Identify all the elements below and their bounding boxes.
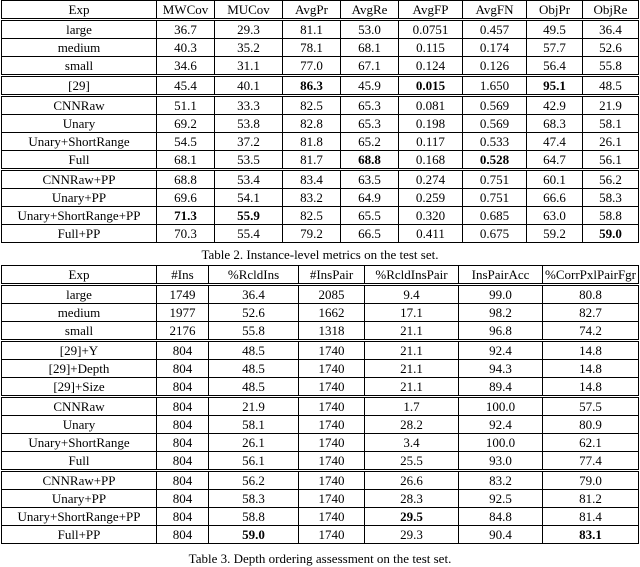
table-cell: 28.2 [365, 416, 459, 434]
table-cell: 82.5 [283, 96, 341, 115]
best-value: 55.9 [237, 208, 260, 223]
table-cell: 48.5 [583, 76, 639, 96]
table-cell: 92.4 [459, 416, 543, 434]
table-cell: 31.1 [215, 57, 283, 76]
table-cell: 40.3 [157, 39, 215, 57]
table-cell: 77.4 [543, 452, 639, 471]
table-cell: 1740 [299, 434, 365, 452]
table-cell: 21.1 [365, 322, 459, 341]
table-cell: 58.8 [583, 207, 639, 225]
table-cell: 66.5 [341, 225, 399, 243]
table-cell: 14.8 [543, 341, 639, 360]
best-value: 86.3 [300, 78, 323, 93]
table-row [2, 96, 639, 115]
table-row [2, 526, 639, 544]
table-cell: 58.1 [583, 115, 639, 133]
table-cell: 74.2 [543, 322, 639, 341]
table-cell: 68.1 [157, 151, 215, 170]
table-cell: 34.6 [157, 57, 215, 76]
table-cell: 0.0751 [399, 20, 463, 39]
table-cell: 58.3 [583, 189, 639, 207]
table-cell: 26.6 [365, 471, 459, 490]
table-cell: 0.274 [399, 170, 463, 189]
table-cell: 1977 [157, 304, 209, 322]
row-label: [29]+Size [2, 378, 157, 397]
row-label: Full [2, 452, 157, 471]
table-cell: 1740 [299, 397, 365, 416]
row-label: [29]+Depth [2, 360, 157, 378]
table-cell: 59.2 [527, 225, 583, 243]
table-cell: 82.8 [283, 115, 341, 133]
table-cell: 49.5 [527, 20, 583, 39]
table-cell: 42.9 [527, 96, 583, 115]
table-cell: 58.8 [209, 508, 299, 526]
table-cell: 21.1 [365, 341, 459, 360]
row-label: Unary+ShortRange [2, 434, 157, 452]
table-cell: 89.4 [459, 378, 543, 397]
row-label: Unary+PP [2, 490, 157, 508]
table-cell: 45.4 [157, 76, 215, 96]
table-row [2, 508, 639, 526]
table-cell: 63.5 [341, 170, 399, 189]
table-cell: 33.3 [215, 96, 283, 115]
table-cell: 0.675 [463, 225, 527, 243]
table-cell: 65.2 [341, 133, 399, 151]
table-cell: 1740 [299, 416, 365, 434]
table3-caption: Table 3. Depth ordering assessment on the test set. [188, 551, 452, 566]
table-cell: 79.2 [283, 225, 341, 243]
row-label: CNNRaw [2, 96, 157, 115]
table-cell: 67.1 [341, 57, 399, 76]
table-cell: 83.2 [459, 471, 543, 490]
row-label: CNNRaw [2, 397, 157, 416]
table-cell: 78.1 [283, 39, 341, 57]
row-label: medium [2, 304, 157, 322]
table-cell: 1749 [157, 285, 209, 304]
column-header: MUCov [215, 1, 283, 20]
column-header: %RcldIns [209, 266, 299, 285]
table-cell: 2085 [299, 285, 365, 304]
table-cell: 1662 [299, 304, 365, 322]
table-cell: 58.3 [209, 490, 299, 508]
table-cell: 52.6 [583, 39, 639, 57]
table-cell: 83.4 [283, 170, 341, 189]
table-cell: 26.1 [209, 434, 299, 452]
table-cell: 0.124 [399, 57, 463, 76]
table-cell: 0.320 [399, 207, 463, 225]
row-label: [29]+Y [2, 341, 157, 360]
table-row [2, 285, 639, 304]
best-value: 71.3 [174, 208, 197, 223]
table-cell [365, 508, 459, 526]
table-cell: 36.7 [157, 20, 215, 39]
best-value: 83.1 [579, 527, 602, 542]
table-cell: 1740 [299, 471, 365, 490]
table-cell: 63.0 [527, 207, 583, 225]
row-label: Full [2, 151, 157, 170]
table-cell [543, 526, 639, 544]
column-header: AvgPr [283, 1, 341, 20]
table-cell: 1740 [299, 341, 365, 360]
table-cell: 0.174 [463, 39, 527, 57]
column-header: InsPairAcc [459, 266, 543, 285]
table-cell: 54.5 [157, 133, 215, 151]
table-cell [157, 207, 215, 225]
table-cell [209, 526, 299, 544]
table-row [2, 20, 639, 39]
table-cell: 94.3 [459, 360, 543, 378]
table-cell: 0.198 [399, 115, 463, 133]
row-label: CNNRaw+PP [2, 471, 157, 490]
table-cell: 0.117 [399, 133, 463, 151]
row-label: Unary [2, 416, 157, 434]
table-cell: 804 [157, 452, 209, 471]
table-row [2, 378, 639, 397]
column-header: %CorrPxlPairFgr [543, 266, 639, 285]
table-cell: 1740 [299, 452, 365, 471]
row-label: Unary [2, 115, 157, 133]
column-header: ObjPr [527, 1, 583, 20]
table-cell: 804 [157, 416, 209, 434]
table-cell: 36.4 [583, 20, 639, 39]
instance-metrics-table [1, 0, 639, 243]
table-cell: 0.751 [463, 189, 527, 207]
table-cell: 100.0 [459, 434, 543, 452]
table-cell: 1.650 [463, 76, 527, 96]
column-header: %RcldInsPair [365, 266, 459, 285]
table-cell: 17.1 [365, 304, 459, 322]
table-cell: 1740 [299, 490, 365, 508]
depth-ordering-table [1, 265, 639, 544]
table-cell: 1740 [299, 508, 365, 526]
row-label: CNNRaw+PP [2, 170, 157, 189]
table-cell: 53.8 [215, 115, 283, 133]
row-label: Unary+ShortRange+PP [2, 207, 157, 225]
column-header: Exp [2, 266, 157, 285]
column-header: Exp [2, 1, 157, 20]
table-cell: 51.1 [157, 96, 215, 115]
table-cell: 804 [157, 526, 209, 544]
table-row [2, 304, 639, 322]
table-cell: 26.1 [583, 133, 639, 151]
table-cell: 68.3 [527, 115, 583, 133]
column-header: #Ins [157, 266, 209, 285]
table-cell: 52.6 [209, 304, 299, 322]
table-cell: 9.4 [365, 285, 459, 304]
table-cell: 81.7 [283, 151, 341, 170]
table-cell: 64.7 [527, 151, 583, 170]
table-cell: 56.2 [209, 471, 299, 490]
table2-caption: Table 2. Instance-level metrics on the test set. [201, 247, 439, 262]
table-cell: 21.9 [209, 397, 299, 416]
table-cell: 66.6 [527, 189, 583, 207]
column-header: AvgFP [399, 1, 463, 20]
table-cell: 804 [157, 378, 209, 397]
table-cell: 60.1 [527, 170, 583, 189]
table-cell: 2176 [157, 322, 209, 341]
table-row [2, 471, 639, 490]
table-cell: 55.4 [215, 225, 283, 243]
table-cell: 53.4 [215, 170, 283, 189]
table-cell: 53.5 [215, 151, 283, 170]
table-cell: 82.7 [543, 304, 639, 322]
table-cell: 36.4 [209, 285, 299, 304]
table-cell: 80.9 [543, 416, 639, 434]
table-cell: 81.8 [283, 133, 341, 151]
column-header: MWCov [157, 1, 215, 20]
table-cell: 37.2 [215, 133, 283, 151]
table-cell: 0.126 [463, 57, 527, 76]
column-header: #InsPair [299, 266, 365, 285]
table-cell: 0.685 [463, 207, 527, 225]
table-cell: 0.259 [399, 189, 463, 207]
table-cell: 55.8 [583, 57, 639, 76]
table-cell: 56.1 [209, 452, 299, 471]
table-cell: 84.8 [459, 508, 543, 526]
depth-ordering-body [2, 266, 639, 544]
table-cell: 56.4 [527, 57, 583, 76]
table-cell: 0.751 [463, 170, 527, 189]
table-cell [527, 76, 583, 96]
table-cell: 1318 [299, 322, 365, 341]
table-cell: 98.2 [459, 304, 543, 322]
table-cell: 804 [157, 360, 209, 378]
table-cell [283, 76, 341, 96]
row-label: Unary+ShortRange+PP [2, 508, 157, 526]
table-cell: 54.1 [215, 189, 283, 207]
table-cell: 55.8 [209, 322, 299, 341]
table-cell: 56.1 [583, 151, 639, 170]
table-cell: 92.5 [459, 490, 543, 508]
table-cell [215, 207, 283, 225]
table-row [2, 360, 639, 378]
table-cell: 68.1 [341, 39, 399, 57]
row-label: [29] [2, 76, 157, 96]
table-cell: 81.4 [543, 508, 639, 526]
row-label: large [2, 20, 157, 39]
header-row [2, 1, 639, 20]
table-cell: 48.5 [209, 378, 299, 397]
table-cell: 1.7 [365, 397, 459, 416]
table-cell: 48.5 [209, 341, 299, 360]
table-cell: 47.4 [527, 133, 583, 151]
column-header: AvgFN [463, 1, 527, 20]
table-cell: 93.0 [459, 452, 543, 471]
column-header: AvgRe [341, 1, 399, 20]
table-row [2, 341, 639, 360]
table-cell: 69.2 [157, 115, 215, 133]
table-cell: 96.8 [459, 322, 543, 341]
table-cell: 62.1 [543, 434, 639, 452]
row-label: Unary+PP [2, 189, 157, 207]
table-cell: 14.8 [543, 378, 639, 397]
table-cell: 99.0 [459, 285, 543, 304]
best-value: 59.0 [242, 527, 265, 542]
table-row [2, 322, 639, 341]
table-cell: 81.2 [543, 490, 639, 508]
table-cell: 0.081 [399, 96, 463, 115]
table-cell: 65.3 [341, 115, 399, 133]
table-cell: 68.8 [157, 170, 215, 189]
table-cell: 1740 [299, 526, 365, 544]
table-cell: 0.411 [399, 225, 463, 243]
table-cell: 65.3 [341, 96, 399, 115]
table-cell: 100.0 [459, 397, 543, 416]
table-row [2, 207, 639, 225]
table-row [2, 151, 639, 170]
table-cell [399, 76, 463, 96]
table-cell: 57.7 [527, 39, 583, 57]
table-cell: 29.3 [215, 20, 283, 39]
table-cell: 70.3 [157, 225, 215, 243]
table-cell: 804 [157, 490, 209, 508]
table-row [2, 39, 639, 57]
table-row [2, 490, 639, 508]
table-cell: 21.1 [365, 360, 459, 378]
table-row [2, 416, 639, 434]
header-row [2, 266, 639, 285]
table-row [2, 133, 639, 151]
table-row [2, 57, 639, 76]
table-row [2, 189, 639, 207]
table-cell: 69.6 [157, 189, 215, 207]
table-cell: 1740 [299, 378, 365, 397]
table-cell: 92.4 [459, 341, 543, 360]
table-cell: 45.9 [341, 76, 399, 96]
table-cell: 25.5 [365, 452, 459, 471]
row-label: Unary+ShortRange [2, 133, 157, 151]
table-cell: 82.5 [283, 207, 341, 225]
instance-metrics-body [2, 1, 639, 243]
table-cell: 58.1 [209, 416, 299, 434]
table-cell: 29.3 [365, 526, 459, 544]
table-row [2, 170, 639, 189]
table-cell [583, 225, 639, 243]
table-cell: 64.9 [341, 189, 399, 207]
row-label: small [2, 57, 157, 76]
table-cell: 0.569 [463, 96, 527, 115]
table-row [2, 434, 639, 452]
table-cell: 804 [157, 508, 209, 526]
table-cell: 0.115 [399, 39, 463, 57]
best-value: 0.528 [479, 152, 510, 167]
table-cell: 0.168 [399, 151, 463, 170]
best-value: 0.015 [415, 78, 446, 93]
table-row [2, 452, 639, 471]
table-cell: 21.9 [583, 96, 639, 115]
table-cell: 21.1 [365, 378, 459, 397]
table-cell: 1740 [299, 360, 365, 378]
table-cell: 804 [157, 471, 209, 490]
table-row [2, 225, 639, 243]
table-cell: 804 [157, 397, 209, 416]
table-cell: 14.8 [543, 360, 639, 378]
table-cell: 65.5 [341, 207, 399, 225]
table-cell: 77.0 [283, 57, 341, 76]
table-cell: 90.4 [459, 526, 543, 544]
best-value: 59.0 [599, 226, 622, 241]
table-cell: 83.2 [283, 189, 341, 207]
table-cell: 28.3 [365, 490, 459, 508]
table-cell: 0.569 [463, 115, 527, 133]
best-value: 95.1 [543, 78, 566, 93]
table-cell [341, 151, 399, 170]
best-value: 68.8 [358, 152, 381, 167]
table-cell: 48.5 [209, 360, 299, 378]
table-cell: 3.4 [365, 434, 459, 452]
row-label: Full+PP [2, 526, 157, 544]
table-cell: 56.2 [583, 170, 639, 189]
table-row [2, 76, 639, 96]
row-label: small [2, 322, 157, 341]
row-label: medium [2, 39, 157, 57]
column-header: ObjRe [583, 1, 639, 20]
row-label: Full+PP [2, 225, 157, 243]
table-cell: 0.457 [463, 20, 527, 39]
table-row [2, 115, 639, 133]
table-cell: 57.5 [543, 397, 639, 416]
table-cell: 53.0 [341, 20, 399, 39]
table-cell: 35.2 [215, 39, 283, 57]
table-cell: 81.1 [283, 20, 341, 39]
table-cell: 80.8 [543, 285, 639, 304]
table-cell: 79.0 [543, 471, 639, 490]
table-row [2, 397, 639, 416]
row-label: large [2, 285, 157, 304]
table-cell: 0.533 [463, 133, 527, 151]
table-cell: 804 [157, 434, 209, 452]
table-cell [463, 151, 527, 170]
table-cell: 40.1 [215, 76, 283, 96]
table-cell: 804 [157, 341, 209, 360]
best-value: 29.5 [400, 509, 423, 524]
